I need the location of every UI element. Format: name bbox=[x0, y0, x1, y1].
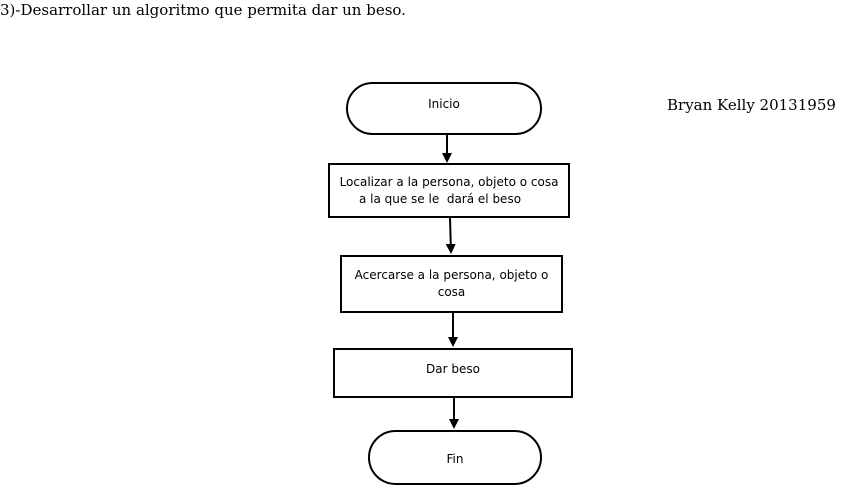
author-label: Bryan Kelly 20131959 bbox=[667, 96, 836, 114]
step3-label: Dar beso bbox=[426, 361, 480, 376]
start-label: Inicio bbox=[428, 97, 460, 111]
arrow-step1-to-step2 bbox=[450, 218, 451, 252]
step1-label bbox=[329, 164, 569, 217]
step1-label-line2: a la que se le dará el beso bbox=[358, 191, 522, 206]
page-title: 3)-Desarrollar un algoritmo que permita dar un beso. bbox=[0, 1, 406, 19]
step2-label: Acercarse a la persona, objeto o cosa bbox=[354, 268, 549, 299]
step1-label-line1: Localizar a la persona, objeto o cosa bbox=[339, 174, 559, 189]
end-label: Fin bbox=[446, 452, 464, 466]
